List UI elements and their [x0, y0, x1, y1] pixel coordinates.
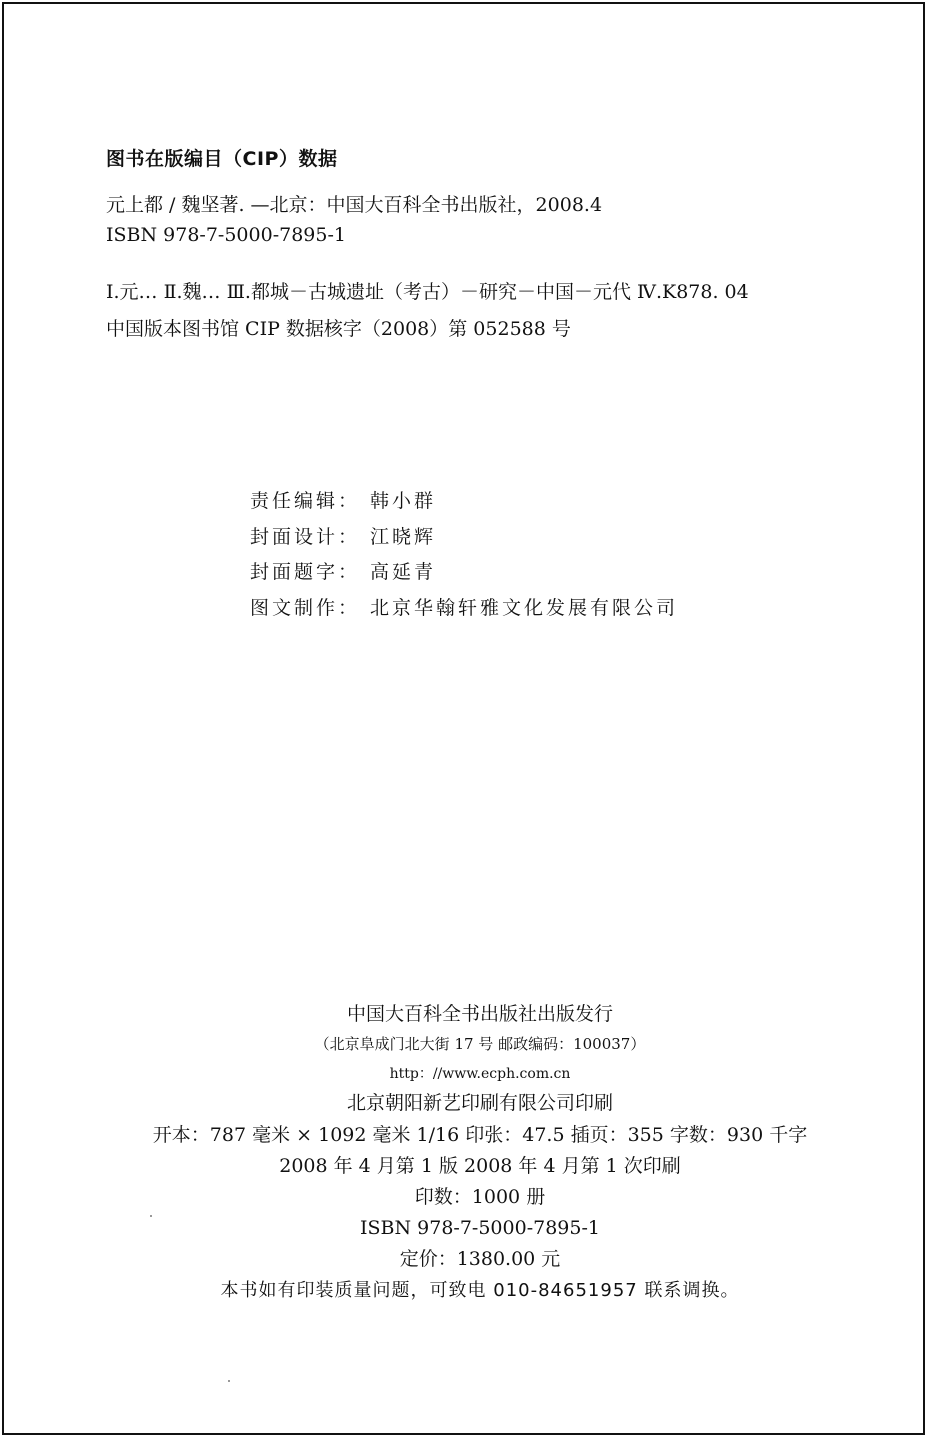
imprint-price: 定价：1380.00 元 — [399, 1248, 561, 1270]
imprint-publisher: 中国大百科全书出版社出版发行 — [346, 1003, 613, 1025]
credit-row-cover-calligraphy — [250, 557, 678, 593]
cip-verification-line: 中国版本图书馆 CIP 数据核字（2008）第 052588 号 — [106, 318, 571, 340]
imprint-isbn: ISBN 978-7-5000-7895-1 — [360, 1217, 600, 1239]
credit-role: 封面题字： — [250, 561, 361, 583]
imprint-specs: 开本：787 毫米 × 1092 毫米 1/16 印张：47.5 插页：355 字数：930 千字 — [152, 1124, 808, 1146]
imprint-print-run: 印数：1000 册 — [414, 1186, 546, 1208]
credit-name: 北京华翰轩雅文化发展有限公司 — [370, 596, 679, 619]
cip-title: 图书在版编目（CIP）数据 — [106, 148, 338, 170]
credit-row-editor — [250, 486, 678, 522]
credit-role: 图文制作： — [250, 596, 361, 619]
imprint-url: http：//www.ecph.com.cn — [389, 1066, 571, 1082]
cip-subject-line: Ⅰ.元… Ⅱ.魏… Ⅲ.都城－古城遗址（考古）－研究－中国－元代 Ⅳ.K878. 04 — [106, 281, 749, 303]
scan-speck — [150, 1215, 152, 1217]
cip-isbn-line: ISBN 978-7-5000-7895-1 — [106, 224, 346, 246]
imprint-printer: 北京朝阳新艺印刷有限公司印刷 — [346, 1092, 613, 1114]
credit-row-typesetting — [250, 593, 678, 629]
credit-name: 高延青 — [370, 561, 437, 583]
cip-bibliographic-line: 元上都 / 魏坚著. —北京：中国大百科全书出版社，2008.4 — [106, 194, 603, 216]
credit-role: 封面设计： — [250, 525, 361, 548]
imprint-address: （北京阜成门北大街 17 号 邮政编码：100037） — [314, 1035, 646, 1053]
credit-name: 江晓辉 — [370, 525, 437, 548]
imprint-notice: 本书如有印装质量问题，可致电 010-84651957 联系调换。 — [220, 1280, 740, 1301]
imprint-edition: 2008 年 4 月第 1 版 2008 年 4 月第 1 次印刷 — [279, 1155, 681, 1177]
credit-name: 韩小群 — [370, 490, 437, 512]
scan-speck — [228, 1380, 230, 1382]
credits-list — [250, 486, 678, 628]
credit-role: 责任编辑： — [250, 490, 361, 512]
credit-row-cover-design — [250, 522, 678, 558]
